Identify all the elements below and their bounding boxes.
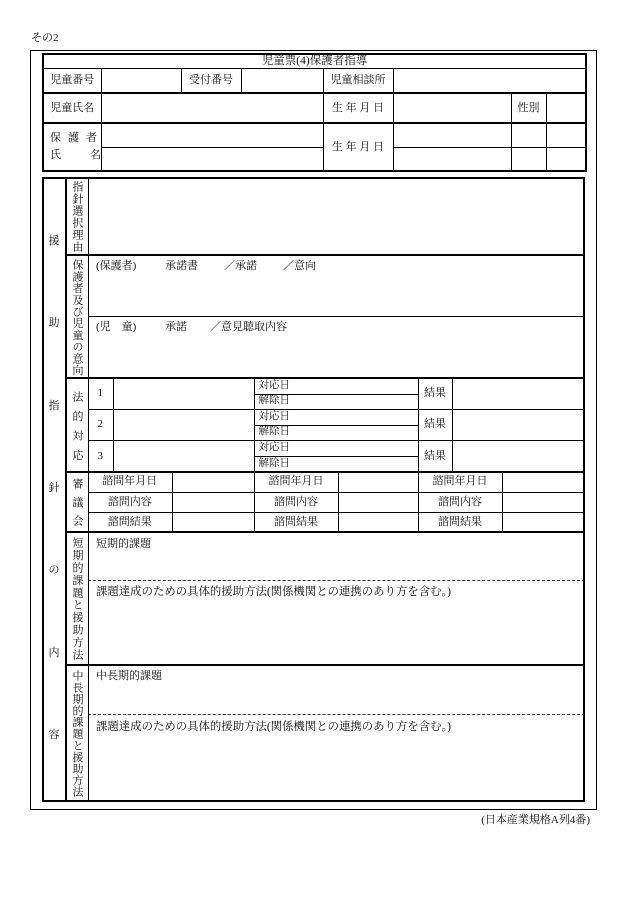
legal-row-number: 1	[88, 378, 113, 409]
short-term-label: 短期的課題と援助方法	[71, 537, 83, 661]
child-who-label: (児 童)	[96, 321, 137, 333]
sex-label: 性別	[511, 93, 546, 123]
inquiry-content-label: 諮問内容	[88, 492, 172, 512]
page-number-label: その2	[31, 32, 59, 44]
paper-size-note: (日本産業規格A列4番)	[481, 814, 590, 826]
guardian-name-value-2	[101, 147, 323, 171]
child-birthdate-value	[393, 93, 511, 123]
legal-result-label: 結果	[418, 409, 452, 440]
guardian-extra-cell-1a	[511, 123, 546, 147]
child-birthdate-label: 生 年 月 日	[323, 93, 393, 123]
legal-end-date-label: 解除日	[254, 456, 418, 472]
guardian-birthdate-label: 生 年 月 日	[323, 123, 393, 171]
inquiry-content-label: 諮問内容	[254, 492, 338, 512]
legal-row-number: 2	[88, 409, 113, 440]
long-term-label: 中長期的課題と援助方法	[71, 670, 83, 798]
side-label-char: 容	[48, 728, 60, 741]
inquiry-result-label: 諮問結果	[254, 512, 338, 532]
legal-start-date-label: 対応日	[254, 409, 418, 425]
form-title: 児童票(4)保護者指導	[43, 54, 586, 68]
child-number-label: 児童番号	[43, 68, 101, 93]
legal-end-date-label: 解除日	[254, 394, 418, 409]
side-label-char: 指	[48, 399, 60, 412]
inquiry-result-label: 諮問結果	[418, 512, 502, 532]
guardian-consent-option: ／承諾	[224, 260, 257, 272]
inquiry-date-label: 諮問年月日	[418, 472, 502, 492]
inquiry-content-label: 諮問内容	[418, 492, 502, 512]
guidance-center-value	[393, 68, 586, 93]
inquiry-result-label: 諮問結果	[88, 512, 172, 532]
guardian-name-value-1	[101, 123, 323, 147]
guidance-frame	[42, 177, 585, 802]
guidance-center-label: 児童相談所	[323, 68, 393, 93]
legal-start-date-label: 対応日	[254, 378, 418, 394]
legal-result-label: 結果	[418, 378, 452, 409]
side-label-char: 助	[48, 317, 60, 330]
side-divider	[65, 177, 67, 802]
long-term-method-label: 課題達成のための具体的援助方法(関係機関との連携のあり方を含む。)	[96, 721, 451, 733]
guardian-birthdate-value-2	[393, 147, 511, 171]
child-name-value	[101, 93, 323, 123]
sex-value	[546, 93, 586, 123]
guardian-extra-cell-2b	[546, 147, 586, 171]
short-term-issue-label: 短期的課題	[96, 538, 151, 550]
guardian-extra-cell-2a	[511, 147, 546, 171]
guardian-name-label	[43, 123, 130, 171]
inquiry-date-label: 諮問年月日	[254, 472, 338, 492]
long-term-issue-label: 中長期的課題	[96, 670, 162, 682]
child-number-value	[101, 68, 181, 93]
legal-row-number: 3	[88, 440, 113, 472]
side-label-char: 針	[48, 481, 60, 494]
child-opinion-option: ／意見聴取内容	[210, 321, 287, 333]
child-record-header	[42, 53, 587, 172]
side-label-char: の	[48, 564, 60, 577]
guardian-who-label: (保護者)	[96, 260, 137, 272]
legal-response-label: 法的対応	[71, 391, 83, 469]
side-label-char: 援	[48, 235, 60, 247]
inquiry-date-label: 諮問年月日	[88, 472, 172, 492]
label-divider	[88, 177, 89, 802]
guardian-consent-form-option: 承諾書	[165, 260, 198, 272]
reason-label: 指針選択理由	[71, 181, 83, 253]
legal-start-date-label: 対応日	[254, 440, 418, 456]
reception-number-value	[241, 68, 323, 93]
guardian-name-label-line1: 保護者	[50, 132, 104, 144]
legal-result-label: 結果	[418, 440, 452, 472]
intentions-label: 保護者及び児童の意向	[71, 259, 83, 376]
guardian-extra-cell-1b	[546, 123, 586, 147]
short-term-method-label: 課題達成のための具体的援助方法(関係機関との連携のあり方を含む。)	[96, 586, 451, 598]
guardian-birthdate-value-1	[393, 123, 511, 147]
council-label: 審議会	[71, 478, 83, 534]
guardian-intention-option: ／意向	[283, 260, 316, 272]
child-consent-option: 承諾	[165, 321, 187, 333]
guidance-content-section	[42, 177, 585, 802]
reception-number-label: 受付番号	[181, 68, 241, 93]
legal-end-date-label: 解除日	[254, 425, 418, 440]
guardian-name-label-line2: 氏名	[50, 149, 130, 161]
side-label-char: 内	[48, 646, 60, 659]
child-name-label: 児童氏名	[43, 93, 101, 123]
